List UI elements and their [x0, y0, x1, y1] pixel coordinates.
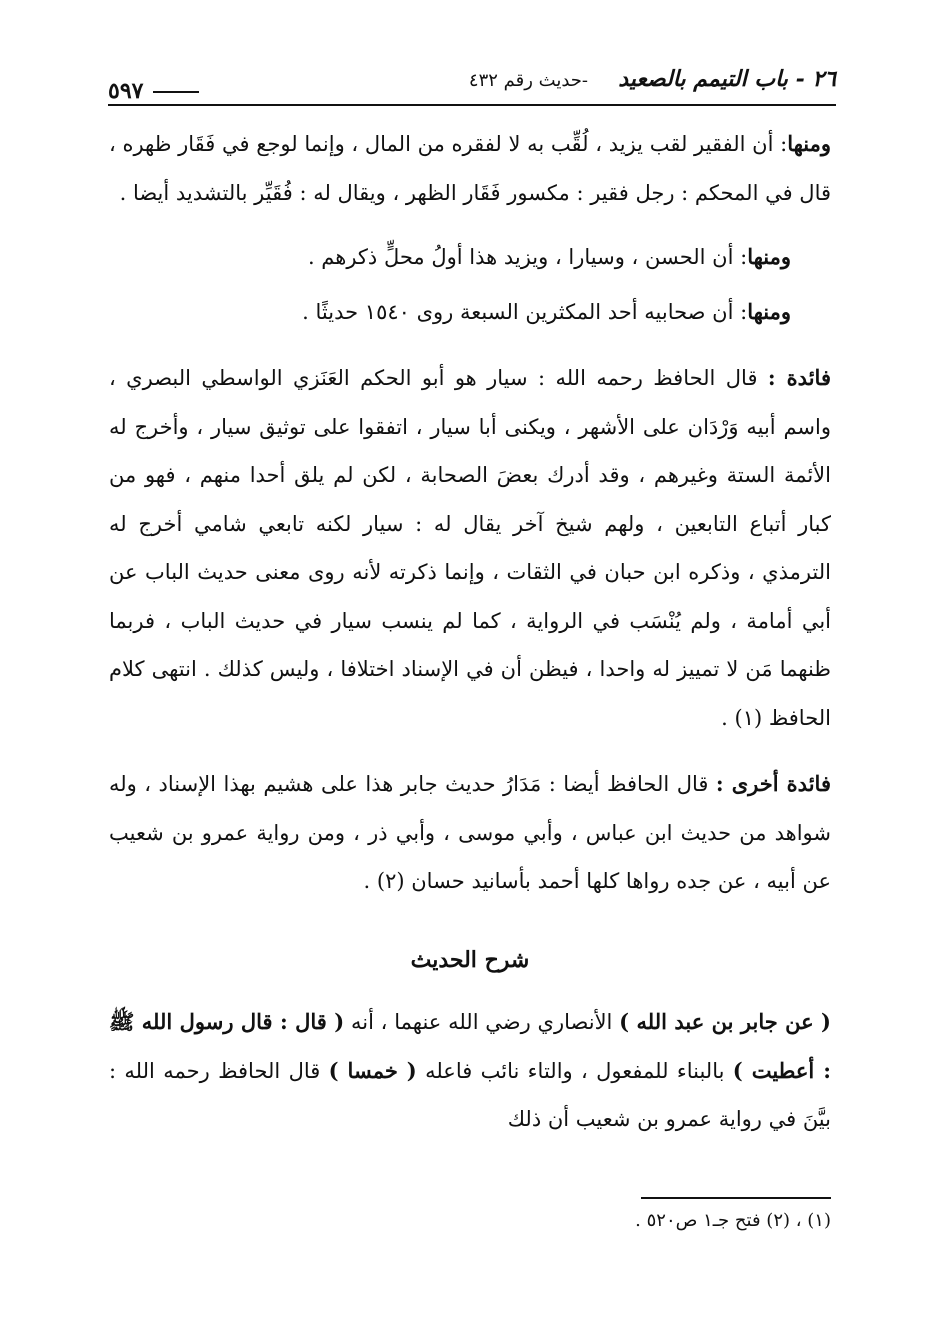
- paragraph-faqir: [109, 120, 831, 217]
- paragraph-text: قال الحافظ رحمه الله : سيار هو أبو الحكم العَنَزي الواسطي البصري ، واسم أبيه وَرْدَان على الأشهر ، ويكنى أبا سيار ، اتفقوا على توثيق سيار ، وأخرج له الأئمة الستة وغيرهم ، وقد أدرك بعضَ الصحابة ، لكن لم يلق أحدا منهم ، فهو من كبار أتباع التابعين ، ولهم شيخ آخر يقال له : سيار لكنه تابعي شامي أخرج له الترمذي ، وذكره ابن حبان في الثقات ، وإنما ذكرته لأنه روى معنى حديث الباب عن أبي أمامة ، ولم يُنْسَب في الرواية ، كما لم ينسب سيار في حديث الباب ، فربما ظنهما مَن لا تمييز له واحدا ، فيظن أن في الإسناد اختلافا ، وليس كذلك . انتهى كلام الحافظ (١) .: [109, 366, 831, 730]
- paragraph-label: ومنها: [787, 131, 831, 156]
- paragraph-faida: [109, 354, 831, 742]
- quoted-text: ( عن جابر بن عبد الله ): [619, 1009, 831, 1034]
- paragraph-label: ومنها: [747, 244, 791, 269]
- running-header: [108, 64, 836, 106]
- faida-label: فائدة أخرى :: [715, 771, 831, 796]
- page-number: ٥٩٧: [108, 78, 209, 104]
- chapter-title: ٢٦ - باب التيمم بالصعيد: [618, 66, 836, 92]
- section-title: شرح الحديث: [410, 946, 530, 973]
- paragraph-label: ومنها: [747, 298, 791, 324]
- paragraph-faida-ukhra: [109, 760, 831, 906]
- paragraph-text: : أن الفقير لقب يزيد ، لُقِّب به لا لفقره من المال ، وإنما لوجع في فَقَار ظهره ، قال في المحكم : رجل فقير : مكسور فَقَار الظهر ، ويقال له : فُقَيِّر بالتشديد أيضا .: [109, 132, 831, 205]
- quoted-text: ( قال : قال رسول الله ﷺ : أعطيت ): [109, 1009, 832, 1083]
- paragraph-text: : أن صحابيه أحد المكثرين السبعة روى ١٥٤٠ حديثًا .: [302, 299, 748, 324]
- paragraph-narrators: [109, 233, 831, 282]
- paragraph-text: بالبناء للمفعول ، والتاء نائب فاعله: [416, 1058, 733, 1083]
- paragraph-text: قال الحافظ رحمه الله : بيَّنَ في رواية عمرو بن شعيب أن ذلك: [109, 1058, 831, 1131]
- paragraph-text: : أن الحسن ، وسيارا ، ويزيد هذا أولُ محلٍّ ذكرهم .: [307, 245, 748, 269]
- paragraph-text: قال الحافظ أيضا : مَدَارُ حديث جابر هذا على هشيم بهذا الإسناد ، وله شواهد من حديث ابن عباس ، وأبي موسى ، وأبي ذر ، ومن رواية عمرو بن شعيب عن أبيه ، عن جده رواها كلها أحمد بأسانيد حسان (٢) .: [109, 772, 831, 893]
- faida-label: فائدة :: [767, 365, 831, 390]
- footnote-divider: [641, 1197, 831, 1199]
- paragraph-text: الأنصاري رضي الله عنهما ، أنه: [344, 1010, 620, 1034]
- hadith-number: -حديث رقم ٤٣٢: [468, 70, 588, 91]
- paragraph-companion: [109, 288, 831, 337]
- footnote: (١) ، (٢) فتح جـ١ ص٥٢٠ .: [635, 1210, 831, 1231]
- page-body: [109, 120, 831, 1144]
- quoted-text: ( خمسا ): [328, 1057, 417, 1083]
- paragraph-sharh: [109, 998, 831, 1144]
